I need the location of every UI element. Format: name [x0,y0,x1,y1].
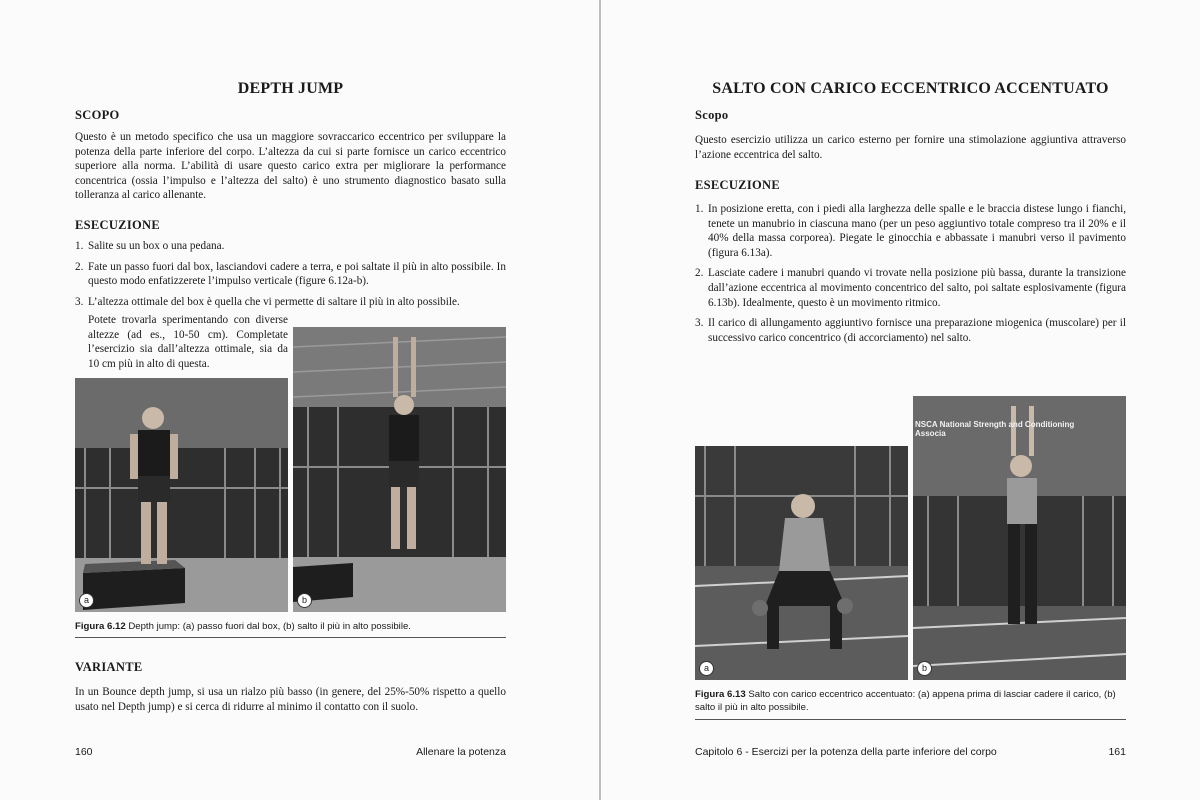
step-number: 3. [75,295,84,308]
page-number: 160 [75,746,93,758]
photo-6-12b [293,327,506,612]
list-item [695,316,1126,345]
list-item [75,260,506,289]
step-text: Salite su un box o una pedana. [88,240,225,252]
running-head: Capitolo 6 - Esercizi per la potenza della parte inferiore del corpo [695,746,997,758]
step-number: 2. [75,260,84,273]
photo-label-a: a [79,593,94,608]
gym-photo-image [293,327,506,612]
photo-6-12a [75,378,288,612]
figure-caption [75,621,506,634]
photo-6-13b [913,396,1126,680]
scopo-text: Questo è un metodo specifico che usa un maggiore sovraccarico eccentrico per sviluppare la potenza della parte inferiore del corpo. L’altezza da cui si parte fornisce un carico eccentrico superiore alla norma. L’abilità di usare questo carico extra per migliorare la performance concentrica (ossia l’impulso e l’altezza del salto) è uno strumento diagnostico basato sulla tolleranza al carico allenante. [75,131,506,202]
running-head: Allenare la potenza [416,746,506,758]
page-number: 161 [1108,746,1126,758]
step-text: Fate un passo fuori dal box, lasciandovi cadere a terra, e poi saltate il più in alto possibile. In questo modo enfatizzerete l’impulso verticale (figure 6.12a-b). [88,260,506,288]
variante-text: In un Bounce depth jump, si usa un rialzo più basso (in genere, del 25%-50% rispetto a quello usato nel Depth jump) e si cerca di ridurre al minimo il contatto con il suolo. [75,686,506,713]
esecuzione-heading: ESECUZIONE [695,178,780,192]
left-page [0,0,599,800]
page-title: SALTO CON CARICO ECCENTRICO ACCENTUATO [712,80,1109,97]
gym-photo-image [695,446,908,680]
steps-list [695,202,1126,351]
gym-photo-image [75,378,288,612]
scopo-text: Questo esercizio utilizza un carico esterno per fornire una stimolazione aggiuntiva attraverso l’azione eccentrica del salto. [695,134,1126,161]
right-page [601,0,1200,800]
steps-list [75,239,506,309]
photo-label-a: a [699,661,714,676]
photo-label-b: b [297,593,312,608]
photo-label-b: b [917,661,932,676]
step-number: 1. [695,203,704,215]
gym-photo-image [913,396,1126,680]
figure-label: Figura 6.12 [75,621,126,632]
step-number: 2. [695,267,704,280]
step-text: L’altezza ottimale del box è quella che vi permette di saltare il più in alto possibile. [88,295,460,308]
scopo-heading: SCOPO [75,108,120,122]
caption-rule [75,637,506,638]
step-text: Lasciate cadere i manubri quando vi trovate nella posizione più bassa, durante la transizione dall’azione eccentrica al movimento concentrico del salto, poi saltate esplosivamente (figura 6.13b). Idealmente, questo è un movimento ritmico. [708,267,1126,309]
figure-caption-text: Salto con carico eccentrico accentuato: (a) appena prima di lasciar cadere il carico, (b) salto il più in alto possibile. [695,689,1116,713]
figure-label: Figura 6.13 [695,689,746,700]
figure-caption-text: Depth jump: (a) passo fuori dal box, (b) salto il più in alto possibile. [128,621,411,632]
variante-heading: VARIANTE [75,660,143,674]
list-item [695,202,1126,260]
caption-rule [695,719,1126,720]
step-text: Il carico di allungamento aggiuntivo fornisce una preparazione miogenica (muscolare) per il successivo carico concentrico (di accorciamento) nel salto. [708,317,1126,344]
esecuzione-heading: ESECUZIONE [75,218,160,232]
photo-6-13a [695,446,908,680]
step-number: 1. [75,240,84,252]
step-text: In posizione eretta, con i piedi alla larghezza delle spalle e le braccia distese lungo i fianchi, tenete un manubrio in ciascuna mano (per un peso aggiuntivo totale compreso tra il 20% e il 40% della massa corporea). Piegate le ginocchia e abbassate i manubri verso il pavimento (figura 6.13a). [708,203,1126,259]
page-title: DEPTH JUMP [237,80,344,97]
step-number: 3. [695,317,704,330]
list-item [695,266,1126,310]
wall-sign-text: NSCA National Strength and Conditioning Associa [915,420,1075,438]
list-item [75,295,506,310]
scopo-heading: Scopo [695,108,729,122]
figure-caption [695,689,1126,714]
list-item [75,239,506,254]
step3-continuation: Potete trovarla sperimentando con diverse altezze (ad es., 10-50 cm). Completate l’esercizio sia dall’altezza ottimale, sia da 10 cm più in alto di questa. [88,314,288,370]
